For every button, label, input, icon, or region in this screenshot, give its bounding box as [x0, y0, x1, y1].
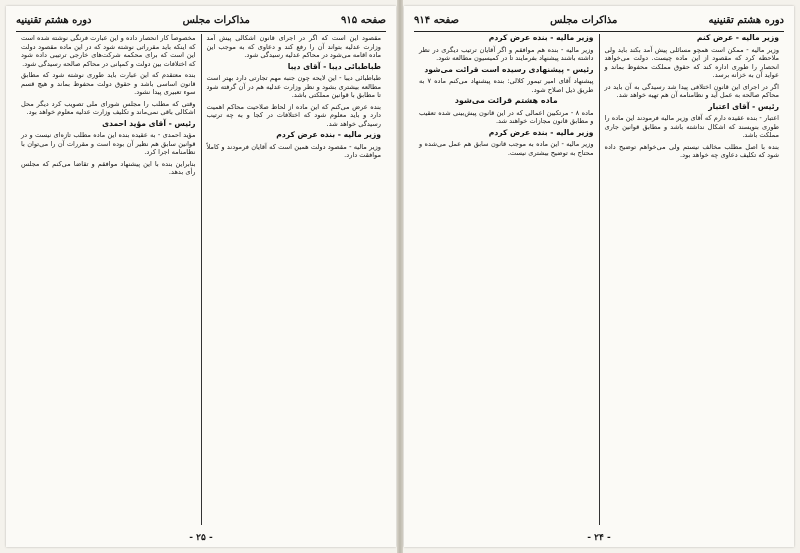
paragraph: وزیر مالیه - بنده هم موافقم و اگر آقایان ترتیب دیگری در نظر داشته باشند پیشنهاد بفرمایند تا در کمیسیون مطالعه شود.	[419, 45, 594, 62]
right-session-label: دوره هشتم تقنینیه	[708, 14, 784, 26]
right-column-left	[414, 34, 600, 525]
speaker-heading: وزیر مالیه - عرض کنم	[696, 34, 779, 42]
paragraph: بنده معتقدم که این عبارت باید طوری نوشته شود که مطابق قانون اساسی باشد و حقوق دولت محفوظ بماند و هیچ قسم سوء تعبیری پیدا نشود.	[21, 71, 196, 96]
speaker-heading: رئیس - پیشنهادی رسیده است قرائت می‌شود	[424, 64, 594, 74]
paragraph: ماده ۸ - مرتکبین اعمالی که در این قانون پیش‌بینی شده تعقیب و مطابق قانون مجازات خواهند شد.	[419, 108, 594, 125]
left-column-right	[202, 34, 387, 525]
section-heading: ماده هشتم قرائت می‌شود	[454, 96, 558, 105]
right-column-right	[600, 34, 785, 525]
left-page-footer: - ۲۵ -	[189, 533, 213, 543]
speaker-heading: وزیر مالیه - بنده عرض کردم	[488, 34, 594, 42]
paragraph: وزیر مالیه - این ماده به موجب قانون سابق هم عمل می‌شده و محتاج به توضیح بیشتری نیست.	[419, 140, 594, 157]
paragraph: اعتبار - بنده عقیده دارم که آقای وزیر مالیه فرمودند این ماده را طوری بنویسند که اشکال نداشته باشد و مطابق قوانین جاری مملکت باشد.	[604, 114, 779, 139]
paragraph: وزیر مالیه - مقصود دولت همین است که آقایان فرمودند و کاملاً موافقت دارد.	[206, 142, 381, 159]
left-session-label: دوره هشتم تقنینیه	[16, 14, 92, 26]
left-page	[6, 6, 396, 547]
speaker-heading: وزیر مالیه - بنده عرض کردم	[276, 130, 381, 139]
right-columns	[414, 34, 784, 525]
paragraph: وقتی که مطلب را مجلس شورای ملی تصویب کرد دیگر محل اشکالی باقی نمی‌ماند و تکلیف وزارت عدلیه معلوم خواهد بود.	[21, 99, 196, 116]
speaker-heading: رئیس - آقای اعتبار	[708, 101, 779, 111]
speaker-heading: وزیر مالیه - بنده عرض کردم	[488, 127, 594, 137]
paragraph: بنده عرض می‌کنم که این ماده از لحاظ صلاحیت محاکم اهمیت دارد و باید معلوم شود که اختلافات در کجا و به چه ترتیب رسیدگی خواهد شد.	[206, 102, 381, 128]
left-columns	[16, 34, 386, 525]
paragraph: طباطبائی دیبا - این لایحه چون جنبه مهم تجارتی دارد بهتر است مطالعه بیشتری بشود و نظر وزارت عدلیه هم در آن گرفته شود تا مطابق با قوانین مملکتی باشد.	[206, 74, 381, 99]
right-page-footer: - ۲۴ -	[587, 533, 611, 543]
paragraph: مؤید احمدی - به عقیده بنده این ماده مطلب تازه‌ای نیست و در قوانین سابق هم نظیر آن بوده است و مقررات آن را می‌توان با نظامنامه اجرا کرد.	[21, 131, 196, 156]
left-page-header	[16, 11, 386, 32]
right-page	[404, 6, 794, 547]
speaker-heading: طباطبائی دیبا - آقای دیبا	[287, 61, 381, 71]
paragraph: پیشنهاد آقای امیر تیمور کلالی: بنده پیشنهاد می‌کنم ماده ۷ به طریق ذیل اصلاح شود.	[419, 77, 594, 94]
left-column-left	[16, 34, 202, 525]
left-page-title: مذاکرات مجلس	[182, 14, 250, 26]
paragraph: وزیر مالیه - ممکن است همچو مسائلی پیش آمد بکند باید ولی ملاحظه کرد که مقصود از این ماده چیست. دولت می‌خواهد انحصار را طوری اداره کند که حقوق مملکت محفوظ بماند و عواید آن به خزانه برسد.	[604, 45, 779, 79]
paragraph: بنده با اصل مطلب مخالف نیستم ولی می‌خواهم توضیح داده شود که تکلیف دعاوی چه خواهد بود.	[604, 142, 779, 159]
left-page-number: صفحه ۹۱۵	[341, 14, 386, 26]
book-spine	[397, 0, 403, 553]
paragraph: اگر در اجرای این قانون اختلافی پیدا شد رسیدگی به آن باید در محاکم صالحه به عمل آید و نظامنامه آن هم تهیه خواهد شد.	[604, 82, 779, 99]
right-page-header	[414, 11, 784, 32]
right-page-title: مذاکرات مجلس	[550, 14, 618, 26]
speaker-heading: رئیس - آقای مؤید احمدی	[102, 118, 196, 128]
right-page-number: صفحه ۹۱۴	[414, 14, 459, 26]
paragraph: مخصوصاً کار انحصار داده و این عبارت فرنگی نوشته شده است که اینکه باید مقرراتی نوشته شود که در این ماده مقصود دولت این است که برای محکمه شرکت‌های خارجی ترتیبی داده شود که اختلافات بین دولت و کمپانی در محاکم صالحه رسیدگی شود.	[21, 34, 196, 68]
paragraph: مقصود این است که اگر در اجرای قانون اشکالی پیش آمد وزارت عدلیه بتواند آن را رفع کند و دعاوی که به موجب این ماده اقامه می‌شود در محاکم عدلیه رسیدگی شود.	[206, 34, 381, 59]
paragraph: بنابراین بنده با این پیشنهاد موافقم و تقاضا می‌کنم که مجلس رأی بدهد.	[21, 159, 196, 176]
